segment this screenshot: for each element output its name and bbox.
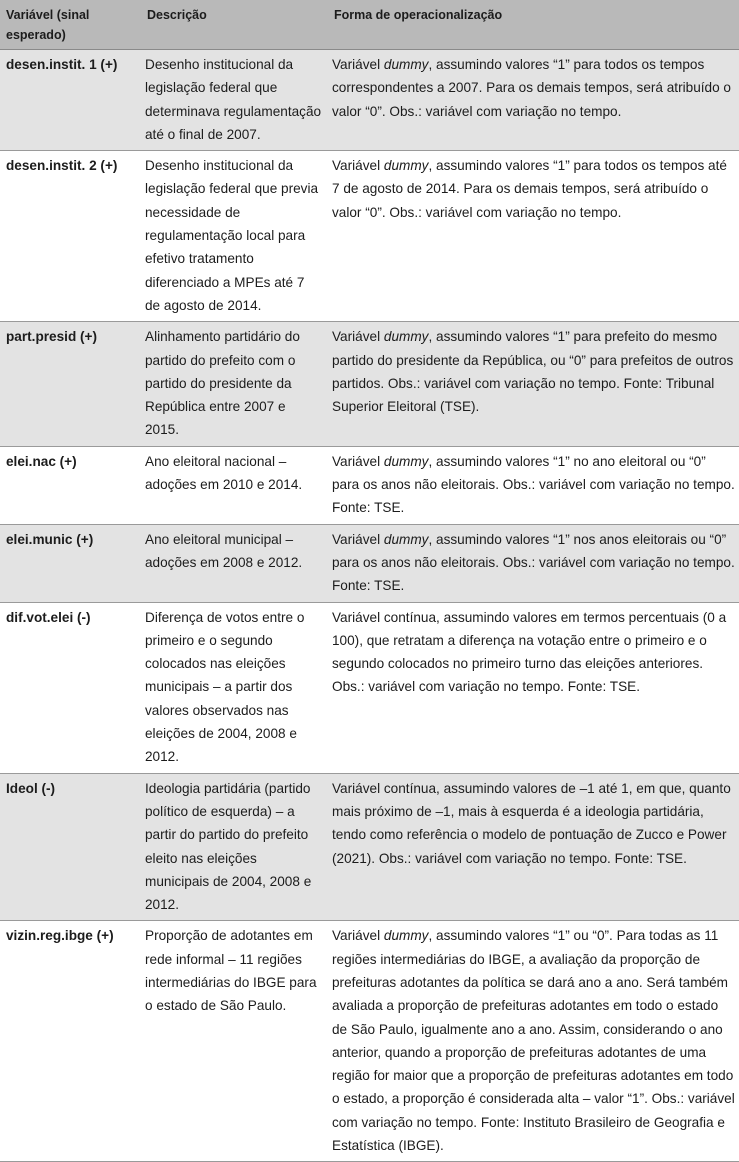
operationalization-cell: [328, 50, 739, 151]
variable-cell: vizin.reg.ibge (+): [0, 921, 141, 1162]
variable-cell: part.presid (+): [0, 322, 141, 446]
operationalization-cell: [328, 322, 739, 446]
operationalization-cell: [328, 773, 739, 921]
table-body: [0, 50, 739, 1162]
operationalization-cell: [328, 446, 739, 524]
op-text-post: , assumindo valores “1” ou “0”. Para todas as 11 regiões intermediárias do IBGE, a avaliação da proporção de prefeituras adotantes da política se dará ano a ano. Será também avaliada a proporção de prefeituras adotantes em todo o estado de São Paulo, igualmente ano a ano. Assim, considerando o ano anterior, quando a proporção de prefeituras adotantes de uma região for maior que a proporção de prefeituras adotantes em todo o estado, a proporção é considerada alta – valor “1”. Obs.: variável com variação no tempo. Fonte: Instituto Brasileiro de Geografia e Estatística (IBGE).: [332, 928, 735, 1154]
variable-cell: desen.instit. 1 (+): [0, 50, 141, 151]
table-row: [0, 773, 739, 921]
op-text-italic: dummy: [383, 928, 429, 944]
op-text-post: , assumindo valores “1” nos anos eleitorais ou “0” para os anos não eleitorais. Obs.: variável com variação no tempo. Fonte: TSE.: [332, 531, 735, 594]
description-cell: Diferença de votos entre o primeiro e o segundo colocados nas eleições municipais – a partir dos valores observados nas eleições de 2004, 2008 e 2012.: [141, 602, 328, 773]
variable-cell: desen.instit. 2 (+): [0, 151, 141, 322]
description-cell: Desenho institucional da legislação federal que determinava regulamentação até o final de 2007.: [141, 50, 328, 151]
variable-cell: Ideol (-): [0, 773, 141, 921]
header-variable: Variável (sinal esperado): [0, 0, 141, 50]
op-text-pre: Variável contínua, assumindo valores em termos percentuais (0 a 100), que retratam a diferença na votação entre o primeiro e o segundo colocados no primeiro turno das eleições anteriores. Obs.: variável com variação no tempo. Fonte: TSE.: [332, 609, 727, 695]
op-text-pre: Variável: [332, 329, 384, 345]
table-row: [0, 322, 739, 446]
op-text-pre: Variável: [332, 928, 384, 944]
variable-cell: elei.munic (+): [0, 524, 141, 602]
op-text-italic: dummy: [383, 453, 429, 469]
op-text-post: , assumindo valores “1” para todos os tempos correspondentes a 2007. Para os demais tempos, será atribuído o valor “0”. Obs.: variável com variação no tempo.: [332, 57, 731, 119]
variable-cell: dif.vot.elei (-): [0, 602, 141, 773]
op-text-pre: Variável: [332, 531, 384, 547]
op-text-pre: Variável: [332, 57, 384, 72]
op-text-post: , assumindo valores “1” para prefeito do mesmo partido do presidente da República, ou “0” para prefeitos de outros partidos. Obs.: variável com variação no tempo. Fonte: Tribunal Superior Eleitoral (TSE).: [332, 329, 734, 415]
table-row: [0, 602, 739, 773]
header-operationalization: Forma de operacionalização: [328, 0, 739, 50]
table-row: [0, 151, 739, 322]
op-text-post: , assumindo valores “1” para todos os tempos até 7 de agosto de 2014. Para os demais tempos, será atribuído o valor “0”. Obs.: variável com variação no tempo.: [332, 158, 727, 220]
description-cell: Proporção de adotantes em rede informal – 11 regiões intermediárias do IBGE para o estado de São Paulo.: [141, 921, 328, 1162]
description-cell: Ano eleitoral nacional – adoções em 2010 e 2014.: [141, 446, 328, 524]
operationalization-cell: [328, 921, 739, 1162]
table-row: [0, 921, 739, 1162]
op-text-italic: dummy: [383, 329, 429, 345]
description-cell: Alinhamento partidário do partido do prefeito com o partido do presidente da República entre 2007 e 2015.: [141, 322, 328, 446]
operationalization-cell: [328, 524, 739, 602]
op-text-post: , assumindo valores “1” no ano eleitoral ou “0” para os anos não eleitorais. Obs.: variável com variação no tempo. Fonte: TSE.: [332, 453, 735, 516]
op-text-italic: dummy: [383, 531, 429, 547]
op-text-pre: Variável: [332, 158, 384, 174]
op-text-italic: dummy: [383, 57, 429, 72]
op-text-pre: Variável: [332, 453, 384, 469]
op-text-italic: dummy: [383, 158, 429, 174]
op-text-pre: Variável contínua, assumindo valores de –1 até 1, em que, quanto mais próximo de –1, mais à esquerda é a ideologia partidária, tendo como referência o modelo de pontuação de Zucco e Power (2021). Obs.: variável com variação no tempo. Fonte: TSE.: [332, 780, 731, 866]
operationalization-cell: [328, 602, 739, 773]
header-row: [0, 0, 739, 50]
variable-cell: elei.nac (+): [0, 446, 141, 524]
table-row: [0, 524, 739, 602]
table-header: [0, 0, 739, 50]
description-cell: Ano eleitoral municipal – adoções em 2008 e 2012.: [141, 524, 328, 602]
description-cell: Ideologia partidária (partido político de esquerda) – a partir do partido do prefeito eleito nas eleições municipais de 2004, 2008 e 2012.: [141, 773, 328, 921]
table-row: [0, 446, 739, 524]
operationalization-cell: [328, 151, 739, 322]
header-description: Descrição: [141, 0, 328, 50]
description-cell: Desenho institucional da legislação federal que previa necessidade de regulamentação local para efetivo tratamento diferenciado a MPEs até 7 de agosto de 2014.: [141, 151, 328, 322]
table-row: [0, 50, 739, 151]
